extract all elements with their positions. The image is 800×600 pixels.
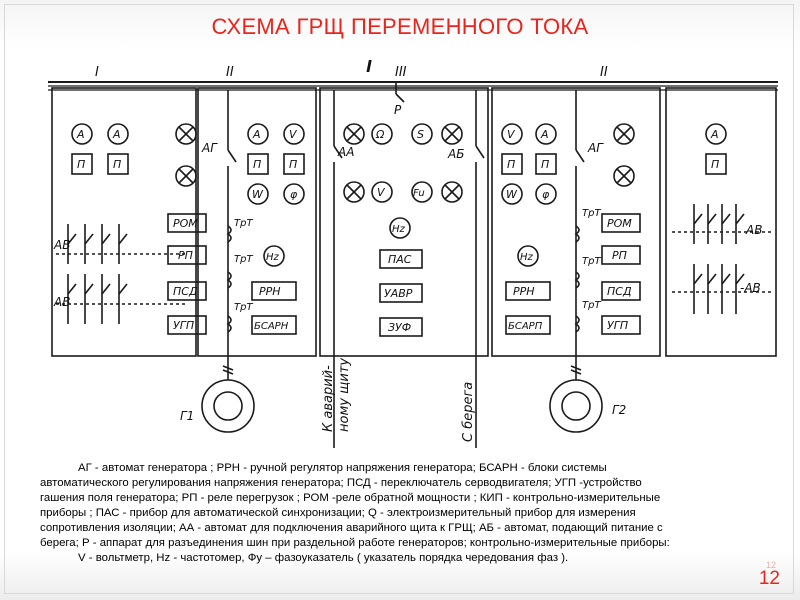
gauge-label: Hz (520, 252, 533, 263)
unit-label: РП (178, 249, 193, 262)
gauge-label: V (377, 186, 385, 199)
av-label: -АВ (740, 281, 761, 295)
legend-line: сопротивления изоляции; АА - автомат для подключения аварийного щита к ГРЩ; АБ - автомат, подающий питание с (40, 522, 663, 534)
gauge-label: Fu (413, 188, 425, 199)
gauge-label: A (113, 128, 121, 141)
tpt-label: ТрТ (234, 218, 253, 229)
unit-label: ЗУФ (388, 321, 412, 334)
generator-label: Г1 (180, 409, 195, 423)
aa-label: АА (338, 145, 355, 159)
gauge-label: W (252, 188, 263, 201)
legend-line: приборы ; ПАС - прибор для автоматической синхронизации; Q - электроизмерительный прибор для измерения (40, 507, 636, 519)
meter-box-label: П (507, 158, 516, 171)
gauge-label: V (289, 128, 297, 141)
lamp-icon (442, 182, 462, 202)
section-label-3: III (395, 65, 407, 80)
switchboard-schema (40, 54, 784, 448)
ag-label: АГ (202, 141, 217, 155)
page-number-ghost: 12 (765, 560, 776, 570)
tpt-label: ТрТ (234, 254, 253, 265)
lamp-icon (344, 124, 364, 144)
gauge-label: Hz (392, 224, 405, 235)
unit-label: ПСД (607, 285, 632, 298)
lamp-icon (614, 166, 634, 186)
tpt-label: ТрТ (582, 256, 601, 267)
lamp-icon (344, 182, 364, 202)
gauge-label: A (77, 128, 85, 141)
unit-label: РОМ (173, 217, 198, 230)
lamp-icon (442, 124, 462, 144)
gauge-label: A (253, 128, 261, 141)
av-label: АВ (54, 238, 71, 252)
av-label: АВ (54, 295, 71, 309)
legend-text (40, 461, 784, 566)
meter-box-label: П (289, 158, 298, 171)
gauge-label: Hz (266, 252, 279, 263)
legend-line: автоматического регулирования напряжения генератора; ПСД - переключатель серводвигателя; УГП -устройство (40, 477, 642, 489)
gauge-label: S (417, 128, 424, 141)
top-mark: l (366, 57, 372, 76)
gauge-label: φ (290, 188, 298, 201)
gauge-label: W (506, 188, 517, 201)
unit-label: РОМ (607, 217, 632, 230)
lamp-icon (614, 124, 634, 144)
tpt-label: ТрТ (234, 302, 253, 313)
gauge-label: A (541, 128, 549, 141)
unit-label: УГП (607, 319, 629, 332)
av-label: АВ (746, 223, 763, 237)
section-label-1: I (95, 65, 99, 80)
panel-4 (502, 90, 640, 350)
meter-box-label: П (113, 158, 122, 171)
legend-line: АГ - автомат генератора ; РРН - ручной регулятор напряжения генератора; БСАРН - блоки системы (78, 462, 607, 474)
panel-3 (321, 90, 484, 448)
section-label-4: II (600, 65, 608, 80)
unit-label: УАВР (384, 287, 413, 300)
meter-box-label: П (77, 158, 86, 171)
unit-label: УГП (173, 319, 195, 332)
gauge-label: φ (542, 188, 550, 201)
section-label-2: II (226, 65, 234, 80)
slide-title: СХЕМА ГРЩ ПЕРЕМЕННОГО ТОКА (211, 14, 589, 39)
gauge-label: A (711, 128, 719, 141)
meter-box-label: П (541, 158, 550, 171)
gauge-label: V (507, 128, 515, 141)
generator-1 (180, 350, 254, 432)
unit-label: РРН (513, 285, 535, 298)
legend-line: берега; Р - аппарат для разъединения шин при раздельной работе генераторов; контрольно-измерительные приборы: (40, 537, 670, 549)
tpt-label: ТрТ (582, 300, 601, 311)
unit-label: БСАРП (508, 321, 543, 332)
panel-5 (672, 124, 772, 314)
ag-label: АГ (588, 141, 603, 155)
feed-emergency-label: ному щиту (337, 357, 352, 432)
generator-label: Г2 (612, 403, 627, 417)
legend-line: гашения поля генератора; РП - реле перегрузок ; РОМ -реле обратной мощности ; КИП - контрольно-измерительные (40, 492, 661, 504)
feed-shore-label: С берега (461, 381, 476, 442)
ab-label: АБ (448, 147, 465, 161)
tie-label: P (394, 103, 402, 117)
unit-label: РРН (259, 285, 281, 298)
meter-box-label: П (711, 158, 720, 171)
lamp-icon (176, 124, 196, 144)
unit-label: ПАС (388, 253, 412, 266)
meter-box-label: П (253, 158, 262, 171)
generator-2 (550, 350, 626, 432)
unit-label: РП (612, 249, 627, 262)
unit-label: БСАРН (254, 321, 289, 332)
tpt-label: ТрТ (582, 208, 601, 219)
feed-emergency-label: К аварий- (321, 365, 336, 432)
gauge-label: Ω (376, 128, 385, 141)
panel-2 (168, 90, 304, 350)
page-number: 12 (758, 568, 780, 589)
lamp-icon (176, 166, 196, 186)
legend-line: V - вольтметр, Hz - частотомер, Фу – фазоуказатель ( указатель порядка чередования фаз ). (78, 552, 569, 564)
unit-label: ПСД (173, 285, 198, 298)
